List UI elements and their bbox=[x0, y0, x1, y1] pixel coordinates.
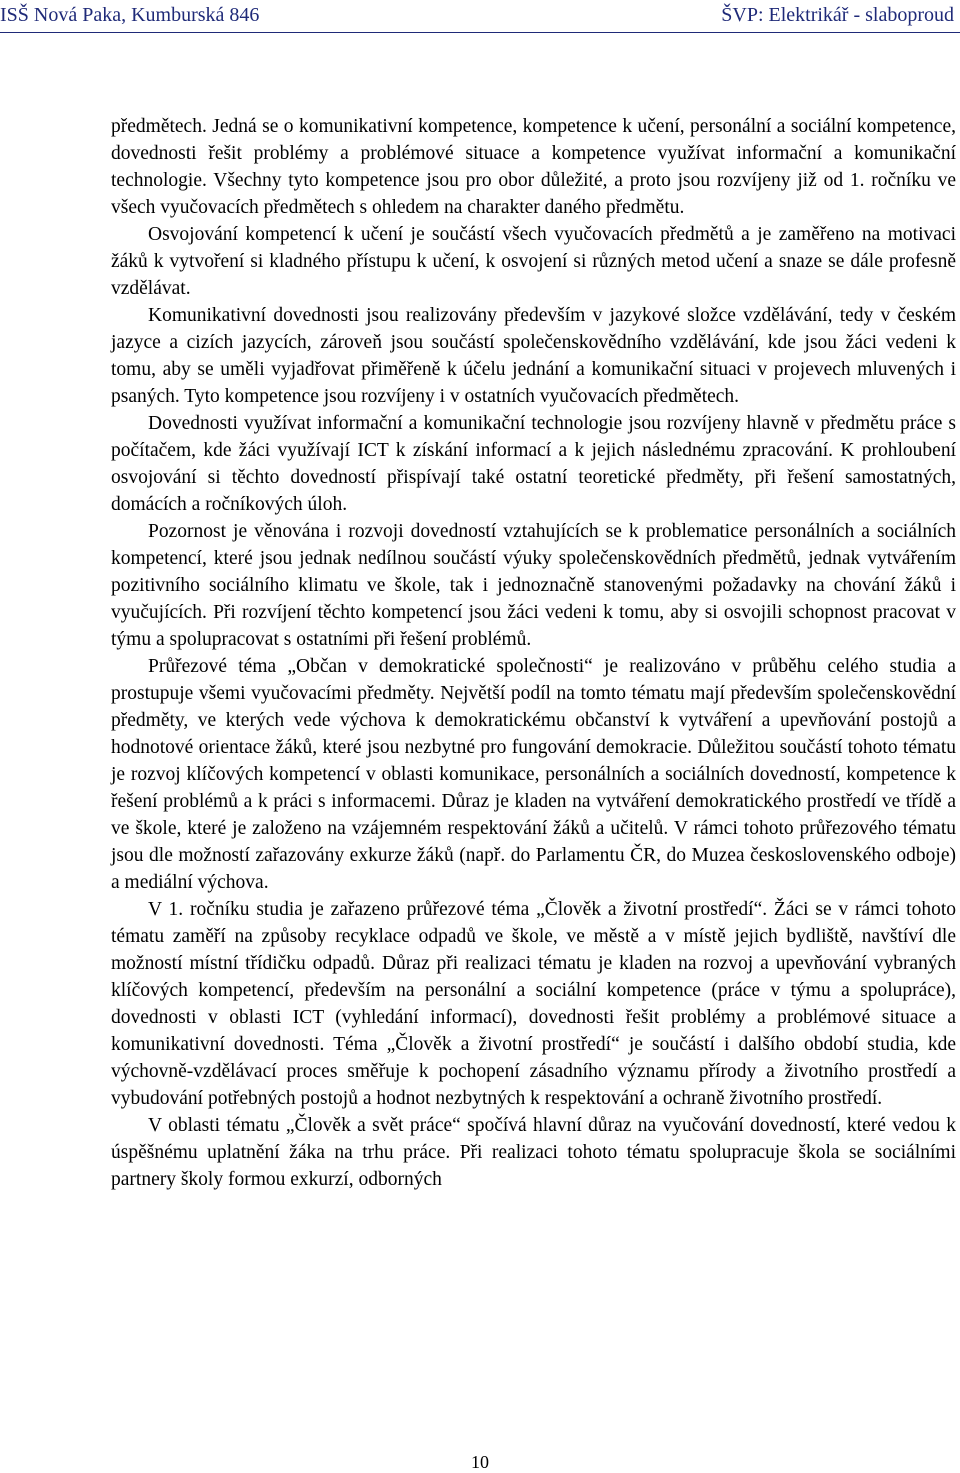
paragraph-human-work: V oblasti tématu „Člověk a svět práce“ spočívá hlavní důraz na vyučování dovedností, které vedou k úspěšnému uplatnění žáka na trhu práce. Při realizaci tohoto tématu spolupracuje škola se sociálními partnery školy formou exkurzí, odborných bbox=[111, 1115, 956, 1190]
header-program-name: ŠVP: Elektrikář - slaboproud bbox=[721, 4, 954, 26]
paragraph-human-environment: V 1. ročníku studia je zařazeno průřezové téma „Člověk a životní prostředí“. Žáci se v rámci tohoto tématu zaměří na způsoby recyklace odpadů ve škole, ve městě a v místě jejich bydliště, navštíví dle možností místní třídičku odpadů. Důraz při realizaci tématu je kladen na rozvoj a upevňování vybraných klíčových kompetencí, především na personální a sociální kompetence (práce v týmu a spolupráce), dovednosti v oblasti ICT (vyhledání informací), dovednosti řešit problémy a problémové situace a komunikativní dovednosti. Téma „Člověk a životní prostředí“ je součástí i dalšího období studia, kde výchovně-vzdělávací proces směřuje k pochopení zásadního významu přírody a životního prostředí a vybudování potřebných postojů a hodnot nezbytných k respektování a ochraně životního prostředí. bbox=[111, 899, 956, 1109]
paragraph-learning-competence: Osvojování kompetencí k učení je součástí všech vyučovacích předmětů a je zaměřeno na motivaci žáků k vytvoření si kladného přístupu k učení, k osvojení si různých metod učení a snaze se dále profesně vzdělávat. bbox=[111, 224, 956, 299]
document-body bbox=[111, 113, 956, 1193]
paragraph-continuation: předmětech. Jedná se o komunikativní kompetence, kompetence k učení, personální a sociální kompetence, dovednosti řešit problémy a problémové situace a kompetence využívat informační a komunikační technologie. Všechny tyto kompetence jsou pro obor důležité, a proto jsou rozvíjeny již od 1. ročníku ve všech vyučovacích předmětech s ohledem na charakter daného předmětu. bbox=[111, 116, 956, 218]
page-header bbox=[0, 0, 960, 36]
paragraph-personal-social: Pozornost je věnována i rozvoji dovedností vztahujících se k problematice personálních a sociálních kompetencí, které jsou jednak nedílnou součástí výuky společenskovědních předmětů, jednak vytvářením pozitivního sociálního klimatu ve škole, tak i jednoznačně stanovenými požadavky na chování žáků i vyučujících. Při rozvíjení těchto kompetencí jsou žáci vedeni k tomu, aby si osvojili schopnost pracovat v týmu a spolupracovat s ostatními při řešení problémů. bbox=[111, 521, 956, 650]
page-number: 10 bbox=[471, 1452, 489, 1472]
header-divider bbox=[0, 32, 960, 33]
paragraph-ict-skills: Dovednosti využívat informační a komunikační technologie jsou rozvíjeny hlavně v předmětu práce s počítačem, kde žáci využívají ICT k získání informací a k jejich následnému zpracování. K prohloubení osvojování si těchto dovedností přispívají také ostatní teoretické předměty, při řešení samostatných, domácích a ročníkových úloh. bbox=[111, 413, 956, 515]
paragraph-citizen-democracy: Průřezové téma „Občan v demokratické společnosti“ je realizováno v průběhu celého studia a prostupuje všemi vyučovacími předměty. Největší podíl na tomto tématu mají především společenskovědní předměty, ve kterých vede výchova k demokratickému občanství k vytváření a upevňování postojů a hodnotové orientace žáků, které jsou nezbytné pro fungování demokracie. Důležitou součástí tohoto tématu je rozvoj klíčových kompetencí v oblasti komunikace, personálních a sociálních dovedností, kompetence k řešení problémů a k práci s informacemi. Důraz je kladen na vytváření demokratického prostředí ve třídě a ve škole, které je založeno na vzájemném respektování žáků a učitelů. V rámci tohoto průřezového tématu jsou dle možností zařazovány exkurze žáků (např. do Parlamentu ČR, do Muzea československého odboje) a mediální výchova. bbox=[111, 656, 956, 893]
paragraph-communication-skills: Komunikativní dovednosti jsou realizovány především v jazykové složce vzdělávání, tedy v českém jazyce a cizích jazycích, zároveň jsou součástí společenskovědního vzdělávání, kde jsou žáci vedeni k tomu, aby se uměli vyjadřovat přiměřeně k účelu jednání a komunikační situaci v projevech mluvených i psaných. Tyto kompetence jsou rozvíjeny i v ostatních vyučovacích předmětech. bbox=[111, 305, 956, 407]
header-school-name: ISŠ Nová Paka, Kumburská 846 bbox=[0, 4, 260, 26]
